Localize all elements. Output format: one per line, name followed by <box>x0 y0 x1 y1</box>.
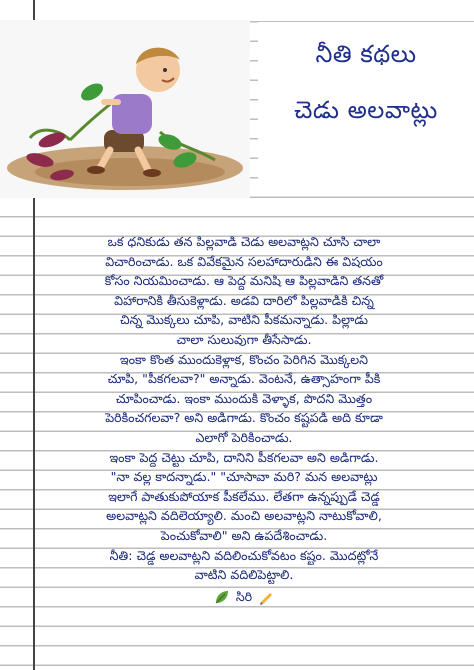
page-subtitle: చెడు అలవాట్లు <box>294 96 438 124</box>
story-line: విచారించాడు. ఒక వివేకమైన సలహాదారుడిని ఈ విషయం <box>105 253 383 269</box>
boy-shoe-left <box>87 166 105 174</box>
story-text <box>44 232 444 607</box>
story-line: చిన్న మొక్కలు చూపి, వాటిని పీకమన్నాడు. పిల్లాడు <box>119 312 369 328</box>
boy-eye <box>163 68 167 72</box>
page-title: నీతి కథలు <box>315 40 417 68</box>
title-block <box>258 22 474 192</box>
leaf-icon <box>214 589 230 605</box>
moral-line: వాటిని వదిలిపెట్టాలి. <box>194 567 294 583</box>
story-line: చాలా సులువుగా తీసేసాడు. <box>176 331 312 347</box>
story-line: కోసం నియమించాడు. ఆ పెద్ద మనిషి ఆ పిల్లవాడిని తనతో <box>104 273 384 289</box>
signature-name: సిరి <box>235 588 253 604</box>
boy-shoe-right <box>143 169 161 177</box>
story-line: అలవాట్లని వదిలెయ్యాలి. మంచి అలవాట్లని నాటుకోవాలి, <box>106 508 382 524</box>
signature <box>44 587 444 607</box>
story-line: ఒక ధనికుడు తన పిల్లవాడి చెడు అలవాట్లని చూసి చాలా <box>107 234 381 249</box>
story-line: పెంచుకోవాలి" అని ఉపదేశించాడు. <box>160 527 328 543</box>
story-line: ఇంకా కొంత ముందుకెళ్లాక, కొంచం పెరిగిన మొక్కలని <box>119 351 369 367</box>
pen-icon <box>258 589 274 605</box>
moral-line: నీతి: చెడ్డ అలవాట్లని వదిలించుకోవటం కష్టం. మొదట్లోనే <box>109 547 379 563</box>
story-line: పెరికించగలవా? అని అడిగాడు. కొంచం కష్టపడి అది కూడా <box>105 410 383 426</box>
boy-pulling-plant-illustration <box>0 20 250 198</box>
story-line: "నా వల్ల కాదన్నాడు." "చూసావా మరి? మన అలవాట్లు <box>110 469 378 485</box>
story-line: విహారానికి తీసుకెళ్లాడు. అడవి దారిలో పిల్లవాడికి చిన్న <box>114 292 374 308</box>
story-line: చూపి, "పీకగలవా?" అన్నాడు. వెంటనే, ఉత్సాహంగా పీకి <box>107 371 381 387</box>
story-line: చూపించాడు. ఇంకా ముందుకి వెళ్ళాక, పొదని మొత్తం <box>115 390 373 406</box>
story-illustration <box>0 20 250 198</box>
story-line: ఎలాగో పెరికించాడు. <box>195 429 293 445</box>
story-line: ఇంకా పెద్ద చెట్టు చూపి, దానిని పీకగలవా అని అడిగాడు. <box>109 449 379 465</box>
story-line: ఇలాగే పాతుకుపోయాక పీకలేము. లేతగా ఉన్నప్పుడే చెడ్డ <box>108 488 380 504</box>
